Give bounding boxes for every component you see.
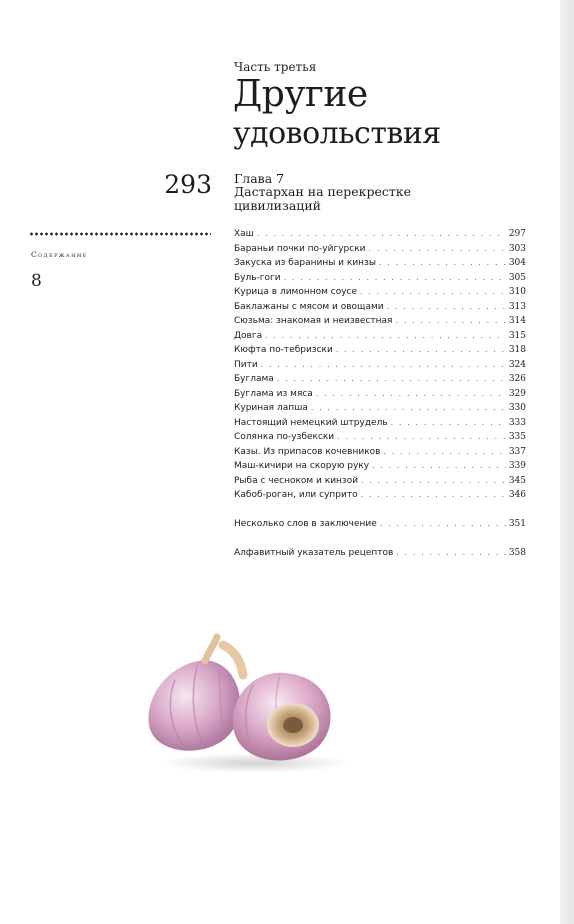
dot-leader bbox=[368, 244, 505, 253]
toc-entry[interactable] bbox=[234, 360, 526, 375]
toc-entry[interactable] bbox=[234, 374, 526, 389]
toc-entry-page: 310 bbox=[508, 287, 526, 297]
dot-leader bbox=[361, 476, 506, 485]
dot-leader bbox=[261, 360, 506, 369]
dot-leader bbox=[383, 447, 505, 456]
toc-entry-page: 330 bbox=[508, 403, 526, 413]
toc-entry-page: 314 bbox=[508, 316, 526, 326]
dotted-divider bbox=[29, 232, 211, 236]
toc-entry-page: 318 bbox=[508, 345, 526, 355]
toc-entry-title: Кабоб-роган, или суприто bbox=[234, 490, 358, 500]
part-title-line2: удовольствия bbox=[233, 116, 441, 151]
part-title-line1: Другие bbox=[233, 74, 368, 115]
toc-entry[interactable] bbox=[234, 389, 526, 404]
dot-leader bbox=[379, 258, 506, 267]
toc-entry[interactable] bbox=[234, 418, 526, 433]
toc-entry-page: 313 bbox=[508, 301, 526, 312]
toc-entry-page: 337 bbox=[508, 446, 526, 457]
toc-entry-title: Буглама bbox=[234, 374, 274, 384]
toc-entry-title: Бараньи почки по-уйгурски bbox=[234, 243, 366, 254]
toc-entry-title: Солянка по-узбекски bbox=[234, 432, 335, 442]
toc-entry[interactable] bbox=[234, 403, 526, 418]
dot-leader bbox=[284, 273, 506, 282]
dot-leader bbox=[391, 418, 506, 427]
toc-entry-title: Маш-кичири на скорую руку bbox=[234, 461, 370, 471]
toc-entry-title: Казы. Из припасов кочевников bbox=[234, 446, 381, 457]
toc-entry-page: 358 bbox=[508, 548, 526, 558]
toc-entry[interactable] bbox=[234, 345, 526, 360]
toc-entry-page: 304 bbox=[508, 258, 526, 268]
toc-entry-page: 315 bbox=[508, 330, 526, 341]
table-of-contents bbox=[234, 229, 526, 563]
toc-entry-title: Баклажаны с мясом и овощами bbox=[234, 301, 384, 312]
dot-leader bbox=[387, 302, 506, 311]
toc-entry-title: Куриная лапша bbox=[234, 403, 308, 413]
chapter-label: Глава 7 bbox=[234, 171, 285, 186]
toc-entry-page: 329 bbox=[508, 388, 526, 399]
dot-leader bbox=[380, 519, 506, 528]
toc-entry-page: 297 bbox=[508, 229, 526, 239]
toc-entry-page: 303 bbox=[508, 243, 526, 254]
toc-entry-title: Сюзьма: знакомая и неизвестная bbox=[234, 316, 393, 326]
chapter-page-number: 293 bbox=[164, 170, 212, 199]
toc-entry[interactable] bbox=[234, 244, 526, 259]
dot-leader bbox=[336, 345, 506, 354]
toc-entry-page: 339 bbox=[508, 461, 526, 471]
toc-entry[interactable] bbox=[234, 316, 526, 331]
dot-leader bbox=[396, 548, 505, 557]
toc-entry-title: Хаш bbox=[234, 229, 254, 239]
toc-entry-title: Алфавитный указатель рецептов bbox=[234, 548, 394, 558]
toc-entry-title: Курица в лимонном соусе bbox=[234, 287, 358, 297]
toc-entry[interactable] bbox=[234, 229, 526, 244]
part-label: Часть третья bbox=[234, 60, 317, 74]
toc-entry-page: 324 bbox=[508, 359, 526, 370]
dot-leader bbox=[372, 461, 506, 470]
toc-entry-page: 333 bbox=[508, 417, 526, 428]
toc-entry[interactable] bbox=[234, 447, 526, 462]
page-edge bbox=[560, 0, 574, 924]
toc-entry-page: 346 bbox=[508, 490, 526, 500]
toc-entry-title: Довга bbox=[234, 330, 263, 341]
dot-leader bbox=[361, 490, 506, 499]
toc-entry[interactable] bbox=[234, 461, 526, 476]
dot-leader bbox=[337, 432, 506, 441]
toc-entry-title: Кюфта по-тебризски bbox=[234, 345, 333, 355]
toc-entry-title: Рыба с чесноком и кинзой bbox=[234, 475, 359, 486]
toc-entry-page: 345 bbox=[508, 475, 526, 486]
dot-leader bbox=[311, 403, 506, 412]
chapter-title: Дастархан на перекрестке цивилизаций bbox=[234, 184, 412, 213]
dot-leader bbox=[316, 389, 506, 398]
toc-entry-title: Несколько слов в заключение bbox=[234, 519, 377, 529]
toc-entry-title: Буглама из мяса bbox=[234, 388, 313, 399]
garlic-bulbs-icon bbox=[135, 625, 355, 775]
dot-leader bbox=[395, 316, 505, 325]
toc-entry[interactable] bbox=[234, 273, 526, 288]
toc-entry[interactable] bbox=[234, 519, 526, 534]
contents-label: Содержание bbox=[31, 250, 88, 259]
toc-entry[interactable] bbox=[234, 258, 526, 273]
toc-entry-title: Закуска из баранины и кинзы bbox=[234, 258, 376, 268]
toc-entry[interactable] bbox=[234, 476, 526, 491]
toc-entry[interactable] bbox=[234, 432, 526, 447]
folio-page-number: 8 bbox=[31, 271, 42, 291]
toc-entry-page: 335 bbox=[508, 432, 526, 442]
toc-entry[interactable] bbox=[234, 490, 526, 505]
dot-leader bbox=[257, 229, 506, 238]
dot-leader bbox=[360, 287, 506, 296]
toc-entry-page: 326 bbox=[508, 374, 526, 384]
dot-leader bbox=[277, 374, 506, 383]
part-title bbox=[233, 76, 533, 154]
toc-entry[interactable] bbox=[234, 331, 526, 346]
toc-entry[interactable] bbox=[234, 548, 526, 563]
dot-leader bbox=[265, 331, 506, 340]
toc-entry[interactable] bbox=[234, 287, 526, 302]
toc-entry-page: 351 bbox=[508, 519, 526, 529]
toc-entry-title: Настоящий немецкий штрудель bbox=[234, 417, 388, 428]
toc-entry[interactable] bbox=[234, 302, 526, 317]
toc-entry-title: Пити bbox=[234, 359, 258, 370]
toc-entry-page: 305 bbox=[508, 272, 526, 283]
toc-entry-title: Буль-гоги bbox=[234, 272, 281, 283]
